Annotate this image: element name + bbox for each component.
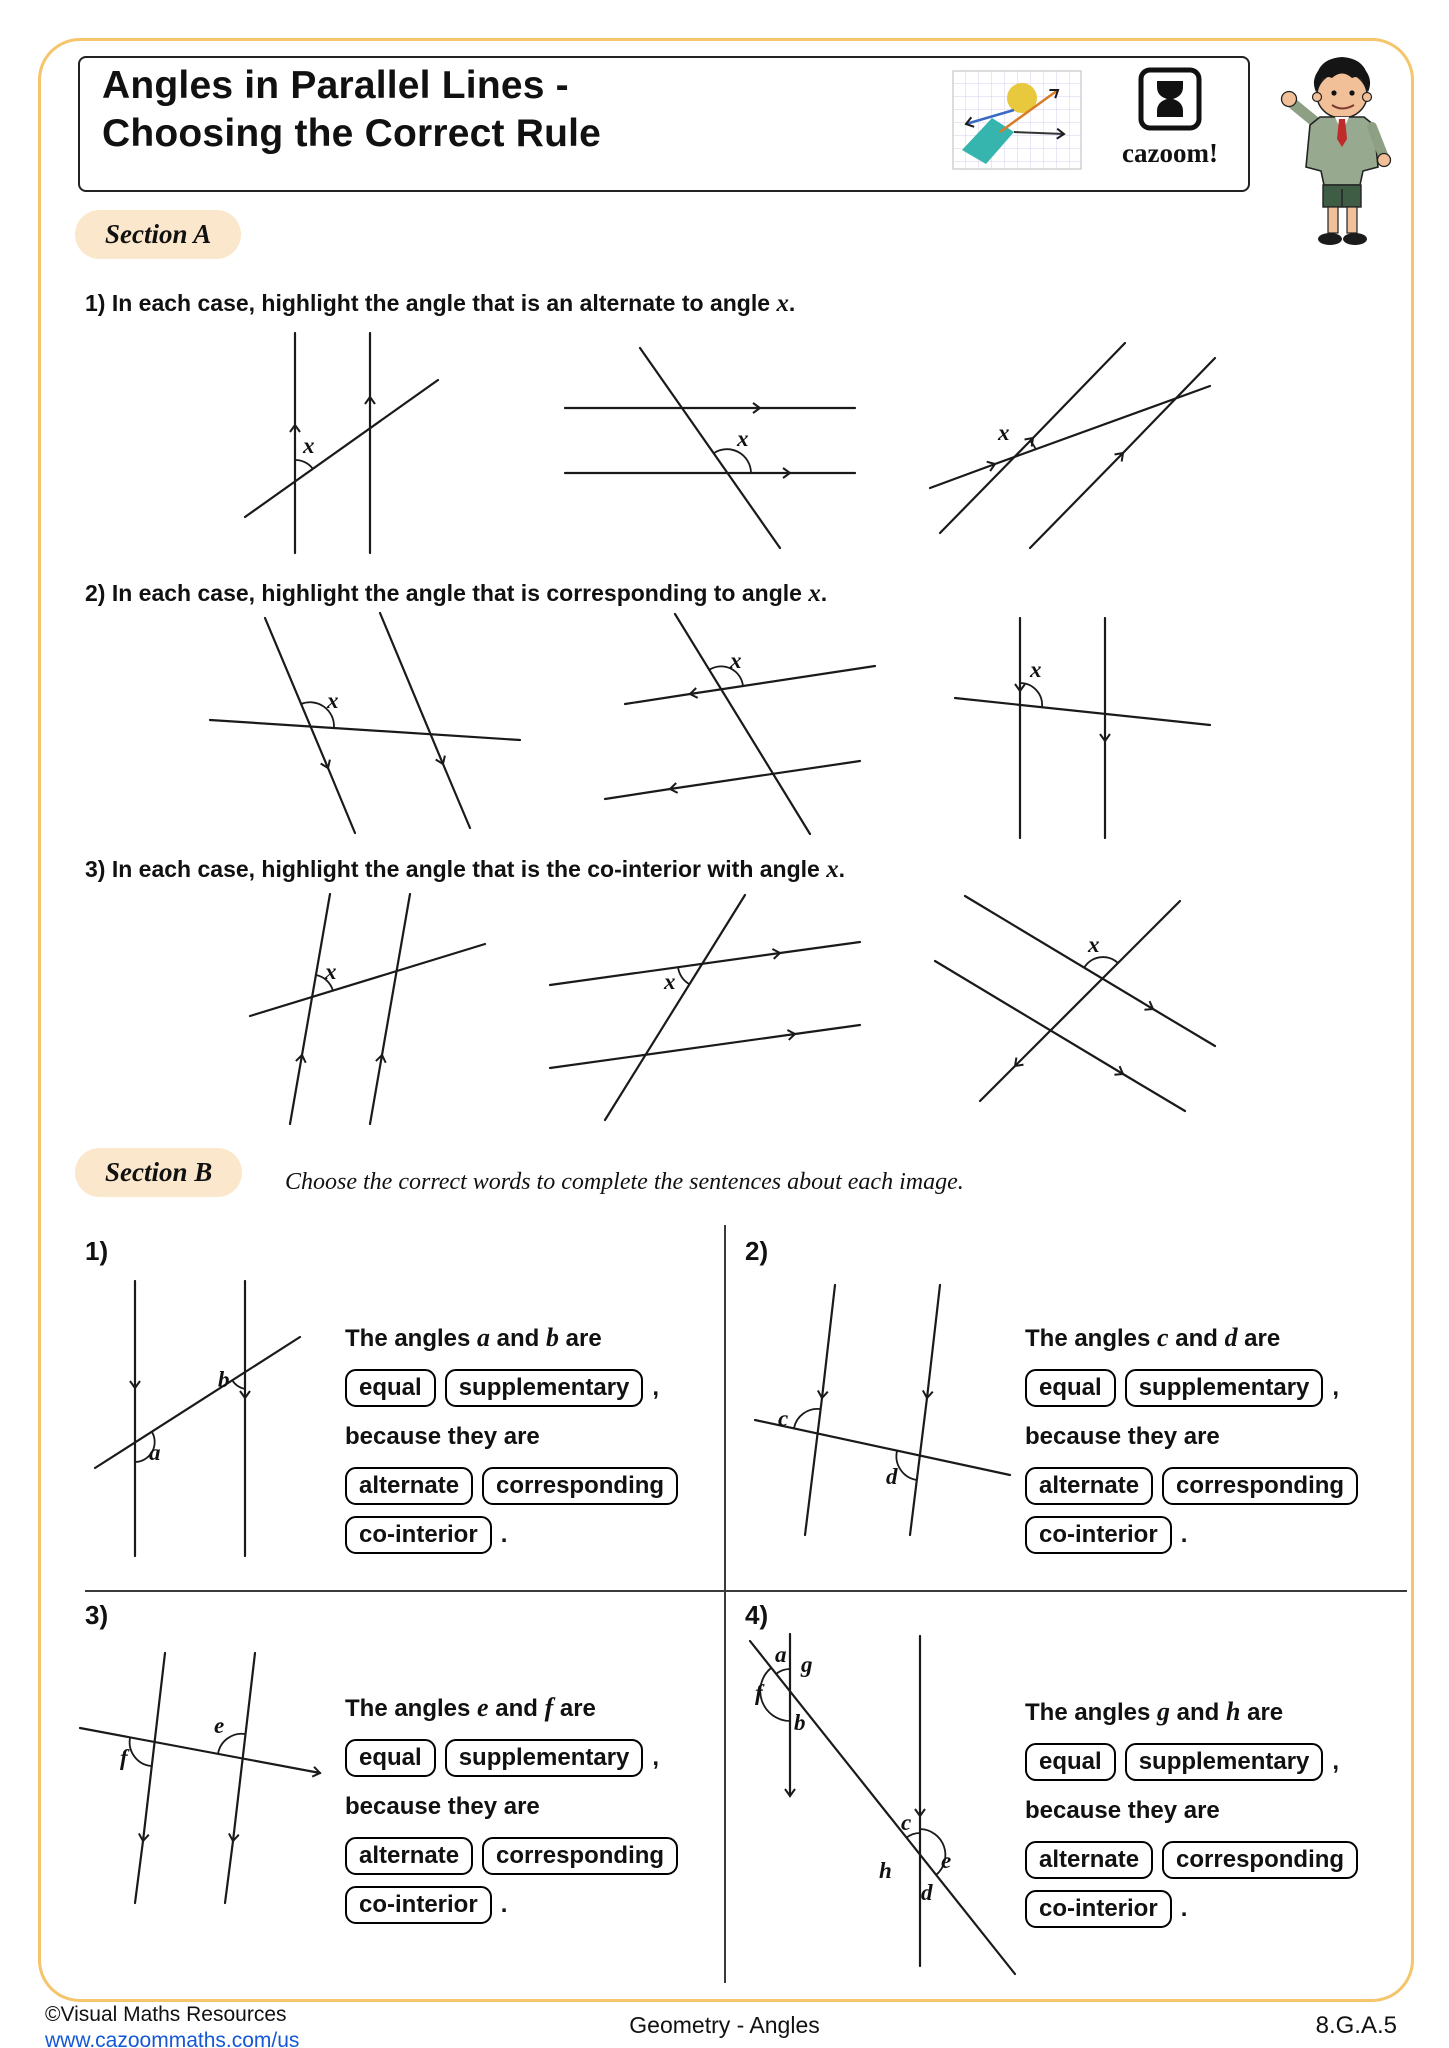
sentence-text: and [1170,1699,1227,1726]
transversal-line [980,901,1180,1101]
website-link[interactable]: www.cazoommaths.com/us [45,2029,300,2048]
angle-arc [1030,441,1036,450]
parallel-line [965,896,1215,1046]
parallel-line [380,613,470,828]
angle-label-c: c [778,1406,789,1431]
sentence-line [345,1688,687,1729]
choice-co-interior[interactable]: co-interior [345,1886,492,1924]
transversal-line [755,1420,1010,1475]
choice-alternate[interactable]: alternate [345,1467,473,1505]
parallel-line [370,894,410,1124]
section-a-badge: Section A [75,210,241,259]
question-text: 1) In each case, highlight the angle that is an alternate to angle [85,290,777,316]
transversal-line [750,1641,1015,1974]
choice-alternate[interactable]: alternate [345,1837,473,1875]
angle-label-x: x [737,426,749,451]
sentence-line [1025,1417,1367,1457]
punctuation: . [500,1521,508,1548]
sentence-line [1025,1318,1367,1359]
choice-row [1025,1368,1367,1408]
angle-label-x: x [325,959,337,984]
choice-row [1025,1742,1367,1782]
diagram-q1-3 [925,328,1225,563]
transversal-line [250,944,485,1016]
choice-row [345,1738,687,1778]
angle-label-x: x [303,433,315,458]
angle-variable: a [477,1323,490,1352]
choice-equal[interactable]: equal [345,1739,436,1777]
grid-divider-vertical [724,1225,726,1983]
question-punct: . [838,856,846,882]
choice-supplementary[interactable]: supplementary [1125,1743,1324,1781]
brand-text: cazoom! [1122,138,1218,168]
diagram-b1 [70,1266,350,1566]
diagram-q2-3 [950,613,1220,843]
choice-equal[interactable]: equal [1025,1743,1116,1781]
choice-supplementary[interactable]: supplementary [445,1739,644,1777]
transversal-line [95,1337,300,1468]
parallel-line [225,1653,255,1903]
choice-supplementary[interactable]: supplementary [1125,1369,1324,1407]
choice-row [1025,1515,1367,1555]
punctuation: , [652,1744,660,1771]
sentence-text: because they are [1025,1423,1220,1450]
parallel-line [550,942,860,985]
angle-arc [1020,683,1042,707]
angle-label-d: d [921,1880,933,1905]
choice-co-interior[interactable]: co-interior [345,1516,492,1554]
parallel-line [935,961,1185,1111]
parallel-line [605,761,860,799]
choice-equal[interactable]: equal [345,1369,436,1407]
angle-arc [760,1668,790,1721]
question-text: 2) In each case, highlight the angle that is corresponding to angle [85,580,809,606]
punctuation: , [652,1374,660,1401]
choice-row [1025,1889,1367,1929]
sentence-text: and [1168,1325,1225,1352]
mascot-boy-illustration [1262,45,1422,253]
angle-label-h: h [879,1858,892,1883]
question-punct: . [788,290,796,316]
choice-corresponding[interactable]: corresponding [1162,1841,1358,1879]
sentence-text: are [1240,1699,1284,1726]
choice-alternate[interactable]: alternate [1025,1841,1153,1879]
sentence-text: The angles [345,1325,478,1352]
section-b-badge: Section B [75,1148,242,1197]
angle-arc [776,1669,790,1674]
title-line-1: Angles in Parallel Lines - [102,64,569,107]
choice-supplementary[interactable]: supplementary [445,1369,644,1407]
diagram-q3-2 [540,890,870,1125]
angle-label-f: f [755,1680,763,1705]
choice-row [345,1466,687,1506]
cazoom-logo-icon [1137,66,1203,132]
sentence-line [345,1787,687,1827]
angle-arc [130,1738,151,1766]
angle-label-d: d [886,1464,898,1489]
sentence-text: The angles [1025,1699,1158,1726]
angle-variable: g [1157,1697,1170,1726]
diagram-q2-1 [205,608,525,843]
choice-row [1025,1466,1367,1506]
problem-3-number: 3) [85,1600,109,1630]
problem-1-number: 1) [85,1236,109,1266]
choice-co-interior[interactable]: co-interior [1025,1890,1172,1928]
angle-arc [232,1380,245,1389]
sentence-text: are [558,1325,602,1352]
angle-variable: h [1226,1697,1241,1726]
angle-variable: f [544,1693,554,1722]
angle-variable: d [1224,1323,1238,1352]
angle-arc [794,1409,820,1428]
copyright-text: ©Visual Maths Resources [45,2003,287,2026]
cazoom-logo [1100,66,1240,169]
choice-corresponding[interactable]: corresponding [1162,1467,1358,1505]
angle-label-e: e [941,1848,952,1873]
choice-row [345,1368,687,1408]
sentence-line [1025,1791,1367,1831]
sentence-text: because they are [1025,1797,1220,1824]
diagram-q3-3 [925,886,1245,1131]
transversal-line [955,698,1210,725]
angle-label-g: g [801,1652,813,1677]
angle-label-a: a [149,1440,161,1465]
choice-co-interior[interactable]: co-interior [1025,1516,1172,1554]
angle-label-b: b [794,1710,806,1735]
choice-row [345,1515,687,1555]
problem-4-sentence [1025,1692,1367,1938]
sentence-line [1025,1692,1367,1733]
sentence-line [345,1417,687,1457]
parallel-line [940,343,1125,533]
choice-row [345,1885,687,1925]
sentence-text: because they are [345,1423,540,1450]
question-2-text [85,580,827,608]
parallel-line [625,666,875,704]
parallel-line [135,1653,165,1903]
diagram-q2-2 [580,606,880,841]
angle-label-b: b [218,1367,230,1392]
angle-variable: x [826,856,839,883]
diagram-q1-2 [555,333,865,563]
question-3-text [85,856,845,884]
angle-arc [678,967,689,984]
sentence-text: and [490,1325,547,1352]
choice-alternate[interactable]: alternate [1025,1467,1153,1505]
choice-row [345,1836,687,1876]
angle-arc [295,460,313,469]
choice-row [1025,1840,1367,1880]
angle-label-f: f [120,1745,128,1770]
choice-corresponding[interactable]: corresponding [482,1837,678,1875]
problem-3-sentence [345,1688,687,1934]
punctuation: . [1180,1895,1188,1922]
angle-arc [1084,957,1118,968]
choice-corresponding[interactable]: corresponding [482,1467,678,1505]
diagram-q1-1 [210,325,470,560]
angle-variable: x [808,580,821,607]
section-b-instruction: Choose the correct words to complete the sentences about each image. [285,1169,964,1195]
angles-diagram-icon [952,70,1082,170]
angle-variable: b [546,1323,559,1352]
transversal-line [245,380,438,517]
diagram-b2 [740,1270,1030,1560]
angle-label-e: e [214,1713,225,1738]
sentence-line [345,1318,687,1359]
parallel-line [910,1285,940,1535]
transversal-line [640,348,780,548]
problem-2-sentence [1025,1318,1367,1564]
question-punct: . [820,580,828,606]
question-1-text [85,290,795,318]
question-text: 3) In each case, highlight the angle that is the co-interior with angle [85,856,827,882]
problem-1-sentence [345,1318,687,1564]
angle-label-x: x [998,420,1010,445]
punctuation: , [1332,1374,1340,1401]
footer-topic: Geometry - Angles [629,2012,820,2038]
transversal-line [80,1728,320,1773]
punctuation: . [1180,1521,1188,1548]
angle-variable: x [776,290,789,317]
angle-label-x: x [1030,657,1042,682]
sentence-text: because they are [345,1793,540,1820]
sentence-text: The angles [1025,1325,1158,1352]
worksheet-title [102,62,601,157]
angle-label-x: x [1088,932,1100,957]
angle-label-c: c [901,1810,912,1835]
angle-variable: e [477,1693,489,1722]
diagram-b4 [735,1626,1045,1976]
punctuation: , [1332,1748,1340,1775]
transversal-line [605,895,745,1120]
angle-label-x: x [730,648,742,673]
choice-equal[interactable]: equal [1025,1369,1116,1407]
angle-label-x: x [327,688,339,713]
sentence-text: and [488,1695,545,1722]
parallel-line [550,1025,860,1068]
sentence-text: are [1237,1325,1281,1352]
problem-2-number: 2) [745,1236,769,1266]
diagram-b3 [70,1633,340,1933]
punctuation: . [500,1891,508,1918]
transversal-line [675,614,810,834]
parallel-line [290,894,330,1124]
diagram-q3-1 [235,886,505,1131]
sentence-text: are [553,1695,596,1722]
angle-label-x: x [664,969,676,994]
angle-label-a: a [775,1642,787,1667]
angle-variable: c [1157,1323,1169,1352]
sentence-text: The angles [345,1695,478,1722]
problem-4-number: 4) [745,1600,769,1630]
title-line-2: Choosing the Correct Rule [102,111,602,155]
parallel-line [1030,358,1215,548]
grid-divider-horizontal [85,1590,1407,1592]
transversal-line [210,720,520,740]
standard-code: 8.G.A.5 [1315,2012,1397,2039]
